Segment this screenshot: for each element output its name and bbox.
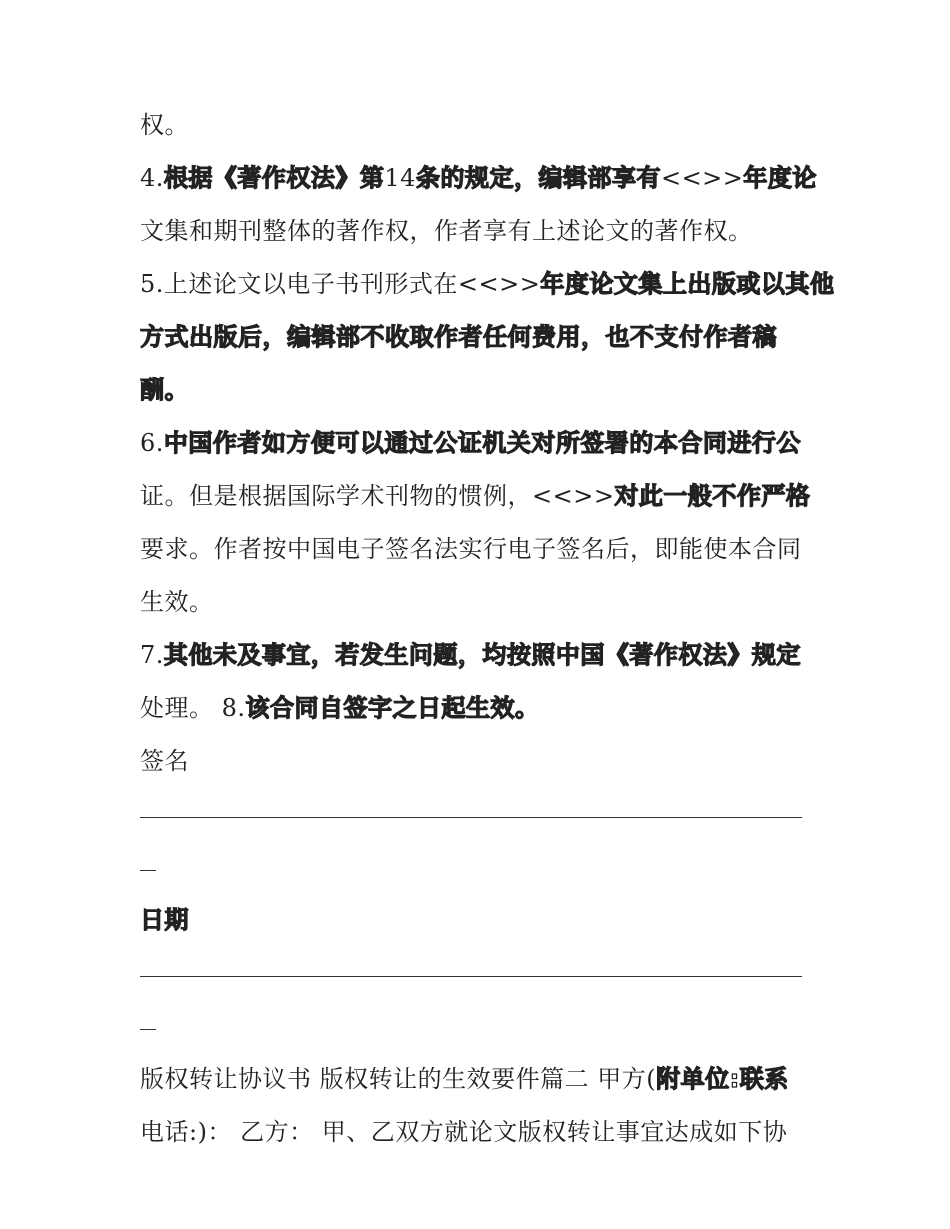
outlined-text: 方式出版后，编辑部不收取作者任何费用，也不支付作者稿 (140, 323, 777, 351)
outlined-text: 对此一般不作严格 (614, 482, 811, 510)
outlined-text: 中国作者如方便可以通过公证机关对所签署的本合同进行公 (163, 429, 801, 457)
outlined-text: 年度论文集上出版或以其他 (540, 270, 835, 298)
text-line (140, 373, 820, 407)
text-line (140, 903, 820, 937)
text-line (140, 320, 820, 354)
underline-dash (140, 1029, 156, 1030)
underline-rule (140, 817, 802, 818)
text-line (140, 1062, 820, 1096)
outlined-text: 附单位:联系 (656, 1065, 789, 1093)
body-text: 5.上述论文以电子书刊形式在<<>> (140, 270, 541, 298)
document-page (140, 108, 835, 1168)
outlined-text: 日期 (140, 906, 189, 934)
outlined-text: 其他未及事宜，若发生问题，均按照中国《著作权法》规定 (163, 641, 801, 669)
body-text: 文集和期刊整体的著作权，作者享有上述论文的著作权。 (140, 217, 753, 245)
body-text: 7. (140, 641, 164, 669)
body-text: 版权转让协议书 版权转让的生效要件篇二 甲方( (140, 1065, 657, 1093)
signature-line (140, 797, 820, 831)
body-text: 6. (140, 429, 164, 457)
body-text: 要求。作者按中国电子签名法实行电子签名后，即能使本合同 (140, 535, 802, 563)
underline-continuation (140, 1009, 820, 1043)
underline-dash (140, 870, 156, 871)
text-line (140, 479, 820, 513)
body-text: 权。 (140, 111, 189, 139)
text-line (140, 426, 820, 460)
outlined-text: 条的规定，编辑部享有 (415, 164, 661, 192)
text-line (140, 585, 820, 619)
text-line (140, 532, 820, 566)
body-text: 4. (140, 164, 164, 192)
outlined-text: 酬。 (140, 376, 189, 404)
text-line (140, 691, 820, 725)
underline-rule (140, 976, 802, 977)
text-line (140, 638, 820, 672)
outlined-text: 根据《著作权法》第 (163, 164, 385, 192)
text-line (140, 161, 820, 195)
body-text: 14 (384, 164, 416, 192)
text-line (140, 744, 820, 778)
outlined-text: 该合同自签字之日起生效。 (245, 694, 540, 722)
text-line (140, 108, 820, 142)
body-text: 证。但是根据国际学术刊物的惯例，<<>> (140, 482, 615, 510)
body-text: 电话:)： 乙方： 甲、乙双方就论文版权转让事宜达成如下协 (140, 1118, 788, 1146)
underline-continuation (140, 850, 820, 884)
outlined-text: 年度论 (743, 164, 817, 192)
text-line (140, 267, 835, 301)
body-text: 处理。 8. (140, 694, 246, 722)
text-line (140, 1115, 820, 1149)
body-text: <<>> (660, 164, 744, 192)
text-line (140, 214, 820, 248)
body-text: 生效。 (140, 588, 214, 616)
body-text: 签名 (140, 747, 189, 775)
signature-line (140, 956, 820, 990)
